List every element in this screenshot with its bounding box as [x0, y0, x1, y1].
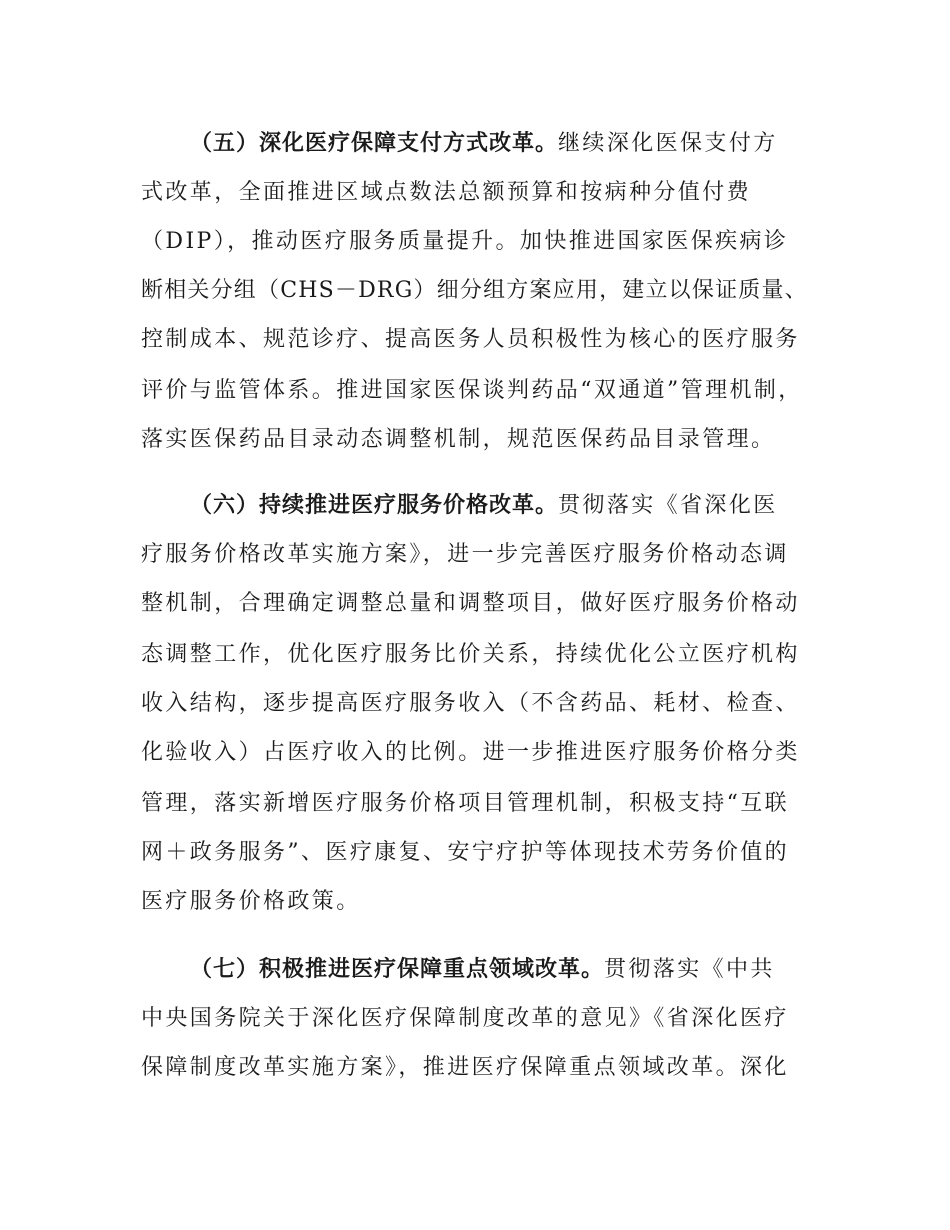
- paragraph-line: 化验收入）占医疗收入的比例。进一步推进医疗服务价格分类: [141, 740, 800, 765]
- paragraph-line: 评价与监管体系。推进国家医保谈判药品“双通道”管理机制，: [141, 378, 803, 403]
- paragraph-line: 中央国务院关于深化医疗保障制度改革的意见》《省深化医疗: [141, 1006, 789, 1031]
- paragraph-line: 网＋政务服务”、医疗康复、安宁疗护等体现技术劳务价值的: [141, 840, 790, 865]
- paragraph-line: 落实医保药品目录动态调整机制，规范医保药品目录管理。: [141, 427, 776, 452]
- section-heading: （七）积极推进医疗保障重点领域改革。: [190, 957, 605, 982]
- section-heading: （五）深化医疗保障支付方式改革。: [190, 131, 559, 156]
- paragraph-line: 式改革，全面推进区域点数法总额预算和按病种分值付费: [141, 180, 752, 205]
- paragraph-line: 态调整工作，优化医疗服务比价关系，持续优化公立医疗机构: [141, 642, 800, 667]
- paragraph-line: [190, 486, 778, 526]
- paragraph-line: [190, 124, 778, 164]
- paragraph-text: 继续深化医保支付方: [558, 131, 778, 156]
- paragraph-line: 收入结构，逐步提高医疗服务收入（不含药品、耗材、检查、: [141, 691, 800, 716]
- paragraph-text: 贯彻落实《中共: [604, 957, 775, 982]
- paragraph-line: 保障制度改革实施方案》，推进医疗保障重点领域改革。深化: [141, 1055, 789, 1080]
- paragraph-line: 整机制，合理确定调整总量和调整项目，做好医疗服务价格动: [141, 591, 800, 616]
- paragraph-line: 控制成本、规范诊疗、提高医务人员积极性为核心的医疗服务: [141, 327, 800, 352]
- paragraph-line: （DIP），推动医疗服务质量提升。加快推进国家医保疾病诊: [141, 229, 789, 254]
- paragraph-line: 管理，落实新增医疗服务价格项目管理机制，积极支持“互联: [141, 791, 790, 816]
- paragraph-line: 断相关分组（CHS－DRG）细分组方案应用，建立以保证质量、: [141, 278, 808, 303]
- section-heading: （六）持续推进医疗服务价格改革。: [190, 493, 559, 518]
- paragraph-line: 医疗服务价格政策。: [141, 889, 361, 914]
- paragraph-line: [190, 950, 775, 990]
- paragraph-line: 疗服务价格改革实施方案》，进一步完善医疗服务价格动态调: [141, 542, 789, 567]
- paragraph-text: 贯彻落实《省深化医: [558, 493, 778, 518]
